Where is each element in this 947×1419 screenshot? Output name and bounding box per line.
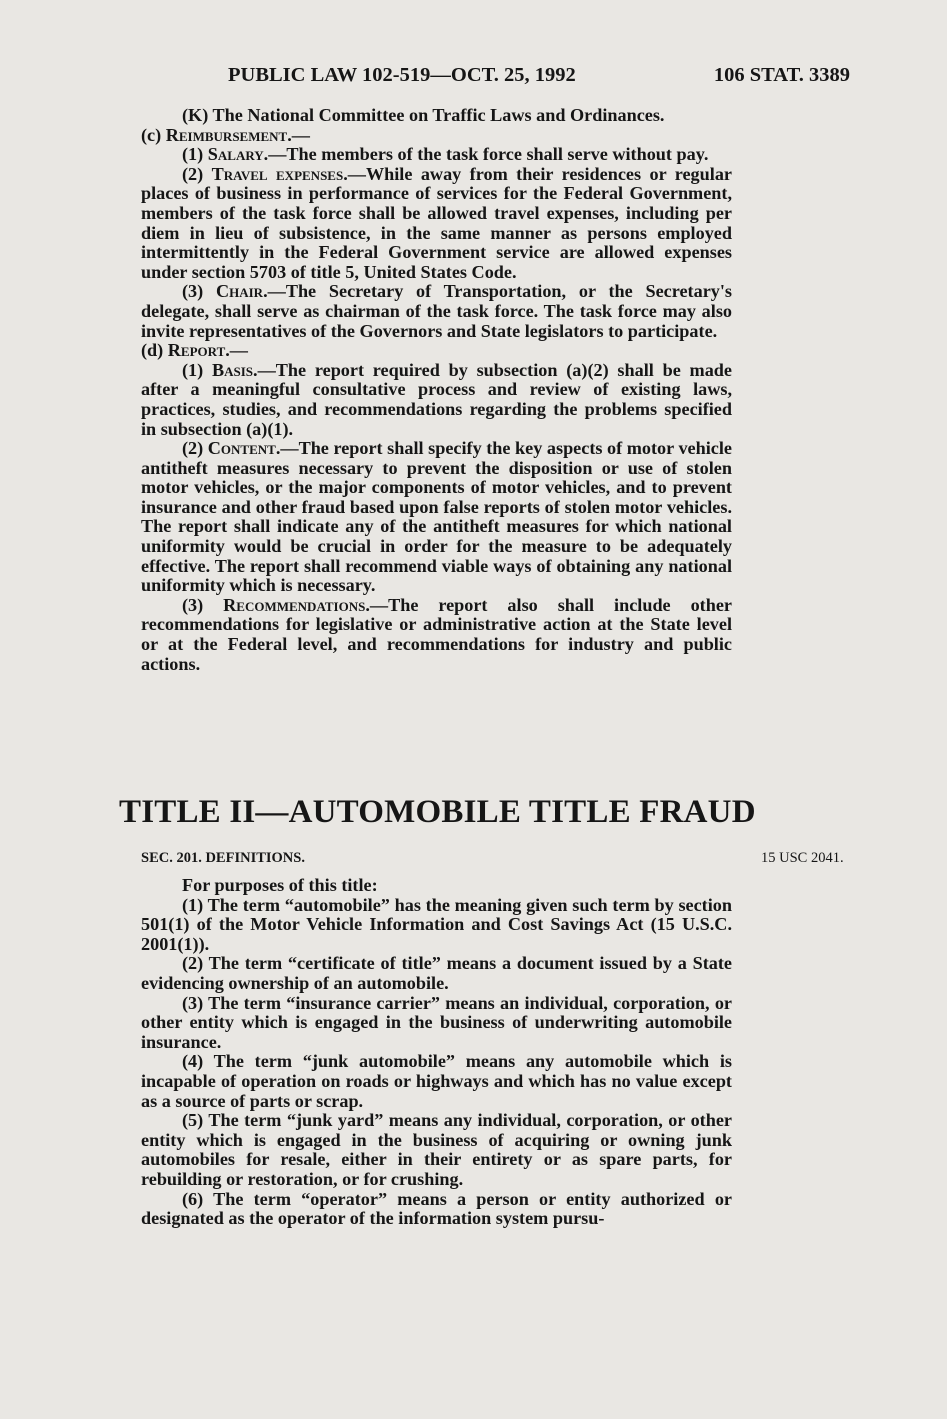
subsection-c-heading: (c) Reimbursement.— [141,124,310,145]
paragraph-basis: (1) Basis.—The report required by subsection (a)(2) shall be made after a meaningful consultative process and review of existing laws, practices, studies, and recommendations regarding the problems specified in subsection (a)(1). [141,359,732,439]
paragraph-chair: (3) Chair.—The Secretary of Transportation, or the Secretary's delegate, shall serve as chairman of the task force. The task force may also invite representatives of the Governors and State legislators to participate. [141,281,732,341]
definition-junk-yard: (5) The term “junk yard” means any individual, corporation, or other entity which is engaged in the business of acquiring or owning junk automobiles for resale, either in their entirety or as spare parts, for rebuilding or restoration, or for crushing. [141,1110,732,1189]
content-heading: Content [207,438,276,459]
basis-heading: Basis [212,359,254,380]
salary-heading: Salary [207,144,264,165]
definitions-intro: For purposes of this title: [182,875,378,895]
definition-automobile: (1) The term “automobile” has the meaning given such term by section 501(1) of the Motor Vehicle Information and Cost Savings Act (15 U.S.C. 2001(1)). [141,894,732,954]
paragraph-recommendations: (3) Recommendations.—The report also shall include other recommendations for legislative or administrative action at the State level or at the Federal level, and recommendations for industry and public actions. [141,594,732,674]
section-201-heading: SEC. 201. DEFINITIONS. [141,850,305,866]
usc-margin-note: 15 USC 2041. [761,850,844,866]
subsection-d-title: Report [167,340,226,361]
recommendations-heading: Recommendations [223,594,366,615]
travel-expenses-heading: Travel expenses [211,163,344,184]
definition-junk-automobile: (4) The term “junk automobile” means any automobile which is incapable of operation on roads or highways and which has no value except as a source of parts or scrap. [141,1051,732,1111]
definition-insurance-carrier: (3) The term “insurance carrier” means an individual, corporation, or other entity which is engaged in the business of underwriting automobile insurance. [141,992,732,1052]
subsection-c-title: Reimbursement [165,124,288,145]
paragraph-travel-expenses: (2) Travel expenses.—While away from their residences or regular places of business in performance of services for the Federal Government, members of the task force shall be allowed travel expenses, including per diem in lieu of subsistence, in the same manner as persons employed intermittently in the Federal Government service are allowed expenses under section 5703 of title 5, United States Code. [141,163,732,282]
body-text-lower [141,876,732,1229]
header-citation: PUBLIC LAW 102-519—OCT. 25, 1992 [228,64,576,86]
item-k: (K) The National Committee on Traffic Laws and Ordinances. [182,105,665,125]
subsection-d-heading: (d) Report.— [141,340,248,361]
title-ii-heading: TITLE II—AUTOMOBILE TITLE FRAUD [119,794,756,830]
paragraph-salary: (1) Salary.—The members of the task force shall serve without pay. [182,144,709,165]
header-stat-page: 106 STAT. 3389 [713,64,850,86]
definition-certificate-of-title: (2) The term “certificate of title” means a document issued by a State evidencing ownership of an automobile. [141,953,732,993]
definition-operator: (6) The term “operator” means a person or entity authorized or designated as the operator of the information system pursu- [141,1188,732,1229]
body-text-upper [141,106,732,674]
paragraph-content: (2) Content.—The report shall specify the key aspects of motor vehicle antitheft measures necessary to prevent the disposition or use of stolen motor vehicles, or the major components of motor vehicles, and to prevent insurance and other fraud based upon false reports of stolen motor vehicles. The report shall indicate any of the antitheft measures for which national uniformity would be crucial in order for the measure to be adequately effective. The report shall recommend viable ways of obtaining any national uniformity which is necessary. [141,438,732,596]
chair-heading: Chair [215,281,264,302]
